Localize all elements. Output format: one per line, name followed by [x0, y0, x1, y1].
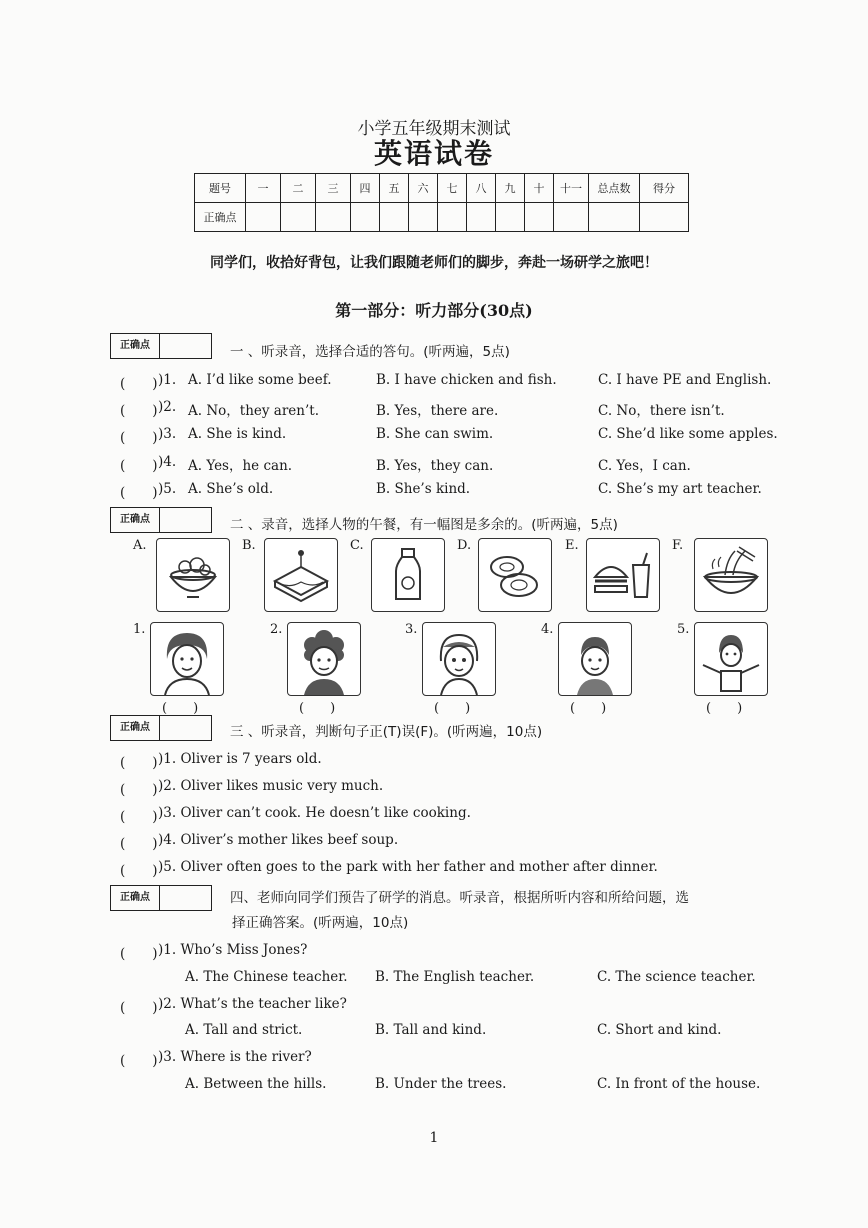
- question-number: )5.: [158, 481, 177, 497]
- option-c: C. I have PE and English.: [598, 372, 772, 388]
- score-box-label: 正确点: [111, 716, 160, 740]
- score-table: [194, 173, 689, 232]
- score-table-header: 一: [246, 174, 281, 203]
- score-box-label: 正确点: [111, 886, 160, 910]
- score-cell[interactable]: [640, 203, 689, 232]
- question-number: )4.: [158, 454, 177, 470]
- section-4-title-line2: 择正确答案。(听两遍，10点): [232, 915, 409, 931]
- option-c: C. She’s my art teacher.: [598, 481, 762, 497]
- section-score-box[interactable]: [110, 715, 212, 741]
- option-b: B. Under the trees.: [375, 1076, 507, 1092]
- steak-icon: [478, 538, 552, 612]
- food-letter: B.: [242, 538, 256, 553]
- score-table-header: 四: [351, 174, 380, 203]
- salad-bowl-icon: [156, 538, 230, 612]
- score-cell[interactable]: [409, 203, 438, 232]
- score-cell[interactable]: [525, 203, 554, 232]
- score-table-header: 三: [316, 174, 351, 203]
- food-letter: D.: [457, 538, 472, 553]
- option-a: A. She’s old.: [188, 481, 274, 497]
- score-cell[interactable]: [246, 203, 281, 232]
- score-cell[interactable]: [554, 203, 589, 232]
- score-table-header: 十: [525, 174, 554, 203]
- burger-drink-icon: [586, 538, 660, 612]
- part-title: 第一部分：听力部分(30点): [335, 301, 533, 320]
- answer-blank[interactable]: ( ): [120, 782, 158, 798]
- score-cell[interactable]: [351, 203, 380, 232]
- option-b: B. I have chicken and fish.: [376, 372, 557, 388]
- milk-bottle-icon: [371, 538, 445, 612]
- answer-blank[interactable]: ( ): [120, 403, 158, 419]
- score-cell[interactable]: [316, 203, 351, 232]
- option-c: C. In front of the house.: [597, 1076, 761, 1092]
- statement: )4. Oliver’s mother likes beef soup.: [158, 832, 399, 848]
- option-c: C. Short and kind.: [597, 1022, 722, 1038]
- score-table-header: 总点数: [589, 174, 640, 203]
- greeting-text: 同学们，收拾好背包，让我们跟随老师们的脚步，奔赴一场研学之旅吧！: [210, 255, 658, 271]
- option-b: B. She can swim.: [376, 426, 494, 442]
- score-cell[interactable]: [589, 203, 640, 232]
- answer-blank[interactable]: ( ): [120, 1000, 158, 1016]
- option-b: B. Yes，they can.: [376, 458, 494, 474]
- option-a: A. Tall and strict.: [185, 1022, 303, 1038]
- score-table-header: 九: [496, 174, 525, 203]
- section-score-box[interactable]: [110, 333, 212, 359]
- curly-hair-person-icon: [287, 622, 361, 696]
- score-box-label: 正确点: [111, 508, 160, 532]
- exam-subtitle: 小学五年级期末测试: [357, 119, 511, 139]
- page-number: 1: [429, 1130, 439, 1146]
- food-letter: E.: [565, 538, 579, 553]
- option-a: A. No，they aren’t.: [188, 403, 319, 419]
- section-2-title: 二 、录音，选择人物的午餐，有一幅图是多余的。(听两遍，5点): [230, 517, 618, 533]
- score-box-label: 正确点: [111, 334, 160, 358]
- food-letter: F.: [672, 538, 684, 553]
- score-cell[interactable]: [281, 203, 316, 232]
- option-c: C. She’d like some apples.: [598, 426, 778, 442]
- person-number: 1.: [133, 622, 146, 637]
- score-table-header: 六: [409, 174, 438, 203]
- statement: )5. Oliver often goes to the park with her father and mother after dinner.: [158, 859, 658, 875]
- boy-portrait-icon: [558, 622, 632, 696]
- answer-blank[interactable]: ( ): [120, 1053, 158, 1069]
- score-table-header: 十一: [554, 174, 589, 203]
- section-3-title: 三 、听录音，判断句子正(T)误(F)。(听两遍，10点): [230, 724, 543, 740]
- person-number: 5.: [677, 622, 690, 637]
- person-number: 2.: [270, 622, 283, 637]
- noodle-soup-icon: [694, 538, 768, 612]
- option-c: C. No，there isn’t.: [598, 403, 725, 419]
- score-cell[interactable]: [467, 203, 496, 232]
- score-table-header: 题号: [195, 174, 246, 203]
- score-cell[interactable]: [496, 203, 525, 232]
- score-table-row-label: 正确点: [195, 203, 246, 232]
- exam-title: 英语试卷: [373, 137, 494, 170]
- person-number: 3.: [405, 622, 418, 637]
- woman-portrait-icon: [150, 622, 224, 696]
- food-letter: C.: [350, 538, 364, 553]
- option-b: B. Yes，there are.: [376, 403, 499, 419]
- option-a: A. Yes，he can.: [188, 458, 293, 474]
- option-a: A. Between the hills.: [185, 1076, 327, 1092]
- section-score-box[interactable]: [110, 885, 212, 911]
- section-score-box[interactable]: [110, 507, 212, 533]
- option-a: A. She is kind.: [188, 426, 287, 442]
- score-table-header: 五: [380, 174, 409, 203]
- answer-blank[interactable]: ( ): [120, 458, 158, 474]
- answer-blank[interactable]: ( ): [299, 701, 336, 716]
- option-b: B. The English teacher.: [375, 969, 535, 985]
- answer-blank[interactable]: ( ): [162, 701, 199, 716]
- score-table-header: 八: [467, 174, 496, 203]
- answer-blank[interactable]: ( ): [120, 946, 158, 962]
- section-1-title: 一 、听录音，选择合适的答句。(听两遍，5点): [230, 344, 510, 360]
- statement: )2. Oliver likes music very much.: [158, 778, 384, 794]
- answer-blank[interactable]: ( ): [120, 755, 158, 771]
- option-c: C. Yes，I can.: [598, 458, 691, 474]
- option-b: B. She’s kind.: [376, 481, 471, 497]
- option-b: B. Tall and kind.: [375, 1022, 487, 1038]
- answer-blank[interactable]: ( ): [706, 701, 743, 716]
- option-a: A. I’d like some beef.: [188, 372, 332, 388]
- score-table-header: 得分: [640, 174, 689, 203]
- section-4-title-line1: 四、老师向同学们预告了研学的消息。听录音，根据所听内容和所给问题，选: [230, 890, 689, 906]
- statement: )1. Oliver is 7 years old.: [158, 751, 322, 767]
- score-table-value-row: [195, 203, 689, 232]
- score-cell[interactable]: [438, 203, 467, 232]
- answer-blank[interactable]: ( ): [120, 485, 158, 501]
- question-number: )2.: [158, 399, 177, 415]
- answer-blank[interactable]: ( ): [120, 430, 158, 446]
- answer-blank[interactable]: ( ): [120, 863, 158, 879]
- girl-waving-icon: [694, 622, 768, 696]
- score-table-header: 七: [438, 174, 467, 203]
- girl-portrait-icon: [422, 622, 496, 696]
- score-table-header-row: [195, 174, 689, 203]
- answer-blank[interactable]: ( ): [434, 701, 471, 716]
- question-number: )3.: [158, 426, 177, 442]
- option-a: A. The Chinese teacher.: [185, 969, 348, 985]
- answer-blank[interactable]: ( ): [120, 836, 158, 852]
- question-text: )3. Where is the river?: [158, 1049, 312, 1065]
- answer-blank[interactable]: ( ): [120, 376, 158, 392]
- statement: )3. Oliver can’t cook. He doesn’t like cooking.: [158, 805, 471, 821]
- option-c: C. The science teacher.: [597, 969, 756, 985]
- score-cell[interactable]: [380, 203, 409, 232]
- answer-blank[interactable]: ( ): [120, 809, 158, 825]
- score-table-header: 二: [281, 174, 316, 203]
- answer-blank[interactable]: ( ): [570, 701, 607, 716]
- question-text: )1. Who’s Miss Jones?: [158, 942, 308, 958]
- person-number: 4.: [541, 622, 554, 637]
- question-number: )1.: [158, 372, 177, 388]
- food-letter: A.: [133, 538, 147, 553]
- question-text: )2. What’s the teacher like?: [158, 996, 347, 1012]
- sandwich-icon: [264, 538, 338, 612]
